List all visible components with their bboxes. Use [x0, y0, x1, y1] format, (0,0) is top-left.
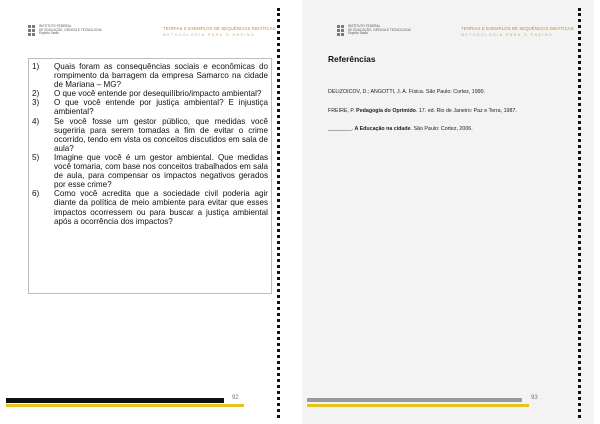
question-number: 5) [32, 152, 40, 162]
header-title: TEORIAS E EXEMPLOS DE SEQUÊNCIAS DIDÁTICAS [163, 26, 276, 31]
question-number: 6) [32, 189, 40, 199]
question-item [32, 62, 268, 89]
question-number: 1) [32, 62, 40, 71]
page-number-left: 92 [232, 395, 239, 401]
institution-name [39, 25, 102, 36]
page-divider-right [578, 8, 581, 418]
reference-title: A Educação na cidade [354, 126, 411, 132]
reference-author: ________. [328, 126, 355, 132]
page-number-right: 93 [531, 395, 538, 401]
page-divider-left [277, 8, 280, 418]
question-item [32, 89, 268, 98]
header-subtitle: METODOLOGIA PARA O ENSINO [163, 33, 256, 37]
footer-yellow-bar [6, 404, 244, 407]
reference-details: . São Paulo: Cortez, 2006. [410, 126, 473, 132]
reference-item [328, 108, 517, 114]
institution-logo [337, 24, 411, 41]
question-item [32, 153, 268, 189]
question-number: 4) [32, 116, 40, 126]
question-number: 2) [32, 89, 40, 99]
institution-line2: DE EDUCAÇÃO, CIÊNCIA E TECNOLOGIA [39, 27, 102, 32]
question-item [32, 189, 268, 225]
references-heading: Referências [328, 54, 376, 64]
institution-line3: Espírito Santo [39, 31, 60, 36]
footer-gray-bar [307, 398, 522, 402]
question-text: O que você entende por justiça ambiental? E injustiça ambiental? [54, 98, 268, 117]
question-text: Como você acredita que a sociedade civil poderia agir diante da política de meio ambiente para evitar que esses impactos ocorressem ou para buscar a justiça ambiental após a ocorrência dos impactos? [54, 189, 268, 226]
institution-mark-icon [337, 25, 344, 37]
left-page [0, 0, 284, 424]
question-list [32, 62, 268, 226]
institution-line1: INSTITUTO FEDERAL [348, 24, 381, 28]
question-text: Imagine que você é um gestor ambiental. Que medidas você tomaria, com base nos conceitos trabalhados em sala de aula, para compensar os impactos negativos gerados por esse crime? [54, 152, 268, 190]
header-title: TEORIAS E EXEMPLOS DE SEQUÊNCIAS DIDÁTICAS [461, 26, 574, 31]
institution-line3: Espírito Santo [348, 31, 369, 36]
footer-yellow-bar [307, 404, 529, 407]
reference-item [328, 89, 485, 95]
question-item [32, 117, 268, 153]
reference-item [328, 126, 473, 132]
reference-details: . 17. ed. Rio de Janeiro: Paz e Terra, 1987. [415, 108, 517, 114]
reference-author: FREIRE, P. [328, 108, 357, 114]
question-text: Se você fosse um gestor público, que medidas você sugeriria para serem tomadas a fim de evitar o crime ocorrido, tendo em vista os conceitos discutidos em sala de aula? [54, 116, 268, 153]
institution-line1: INSTITUTO FEDERAL [39, 24, 72, 28]
question-item [32, 98, 268, 116]
question-text: Quais foram as consequências sociais e econômicas do rompimento da barragem da empresa Samarco na cidade de Mariana – MG? [54, 62, 268, 90]
question-text: O que você entende por desequilíbrio/impacto ambiental? [54, 89, 262, 99]
institution-name [348, 25, 411, 36]
institution-logo [28, 24, 102, 41]
institution-line2: DE EDUCAÇÃO, CIÊNCIA E TECNOLOGIA [348, 27, 411, 32]
reference-text: DELIZOICOV, D.; ANGOTTI, J. A. Física. São Paulo: Cortez, 1990. [328, 89, 486, 95]
reference-title: Pedagogia do Oprimido [356, 108, 416, 114]
header-subtitle: METODOLOGIA PARA O ENSINO [461, 33, 554, 37]
question-number: 3) [32, 98, 40, 108]
footer-black-bar [6, 398, 224, 403]
institution-mark-icon [28, 25, 35, 37]
